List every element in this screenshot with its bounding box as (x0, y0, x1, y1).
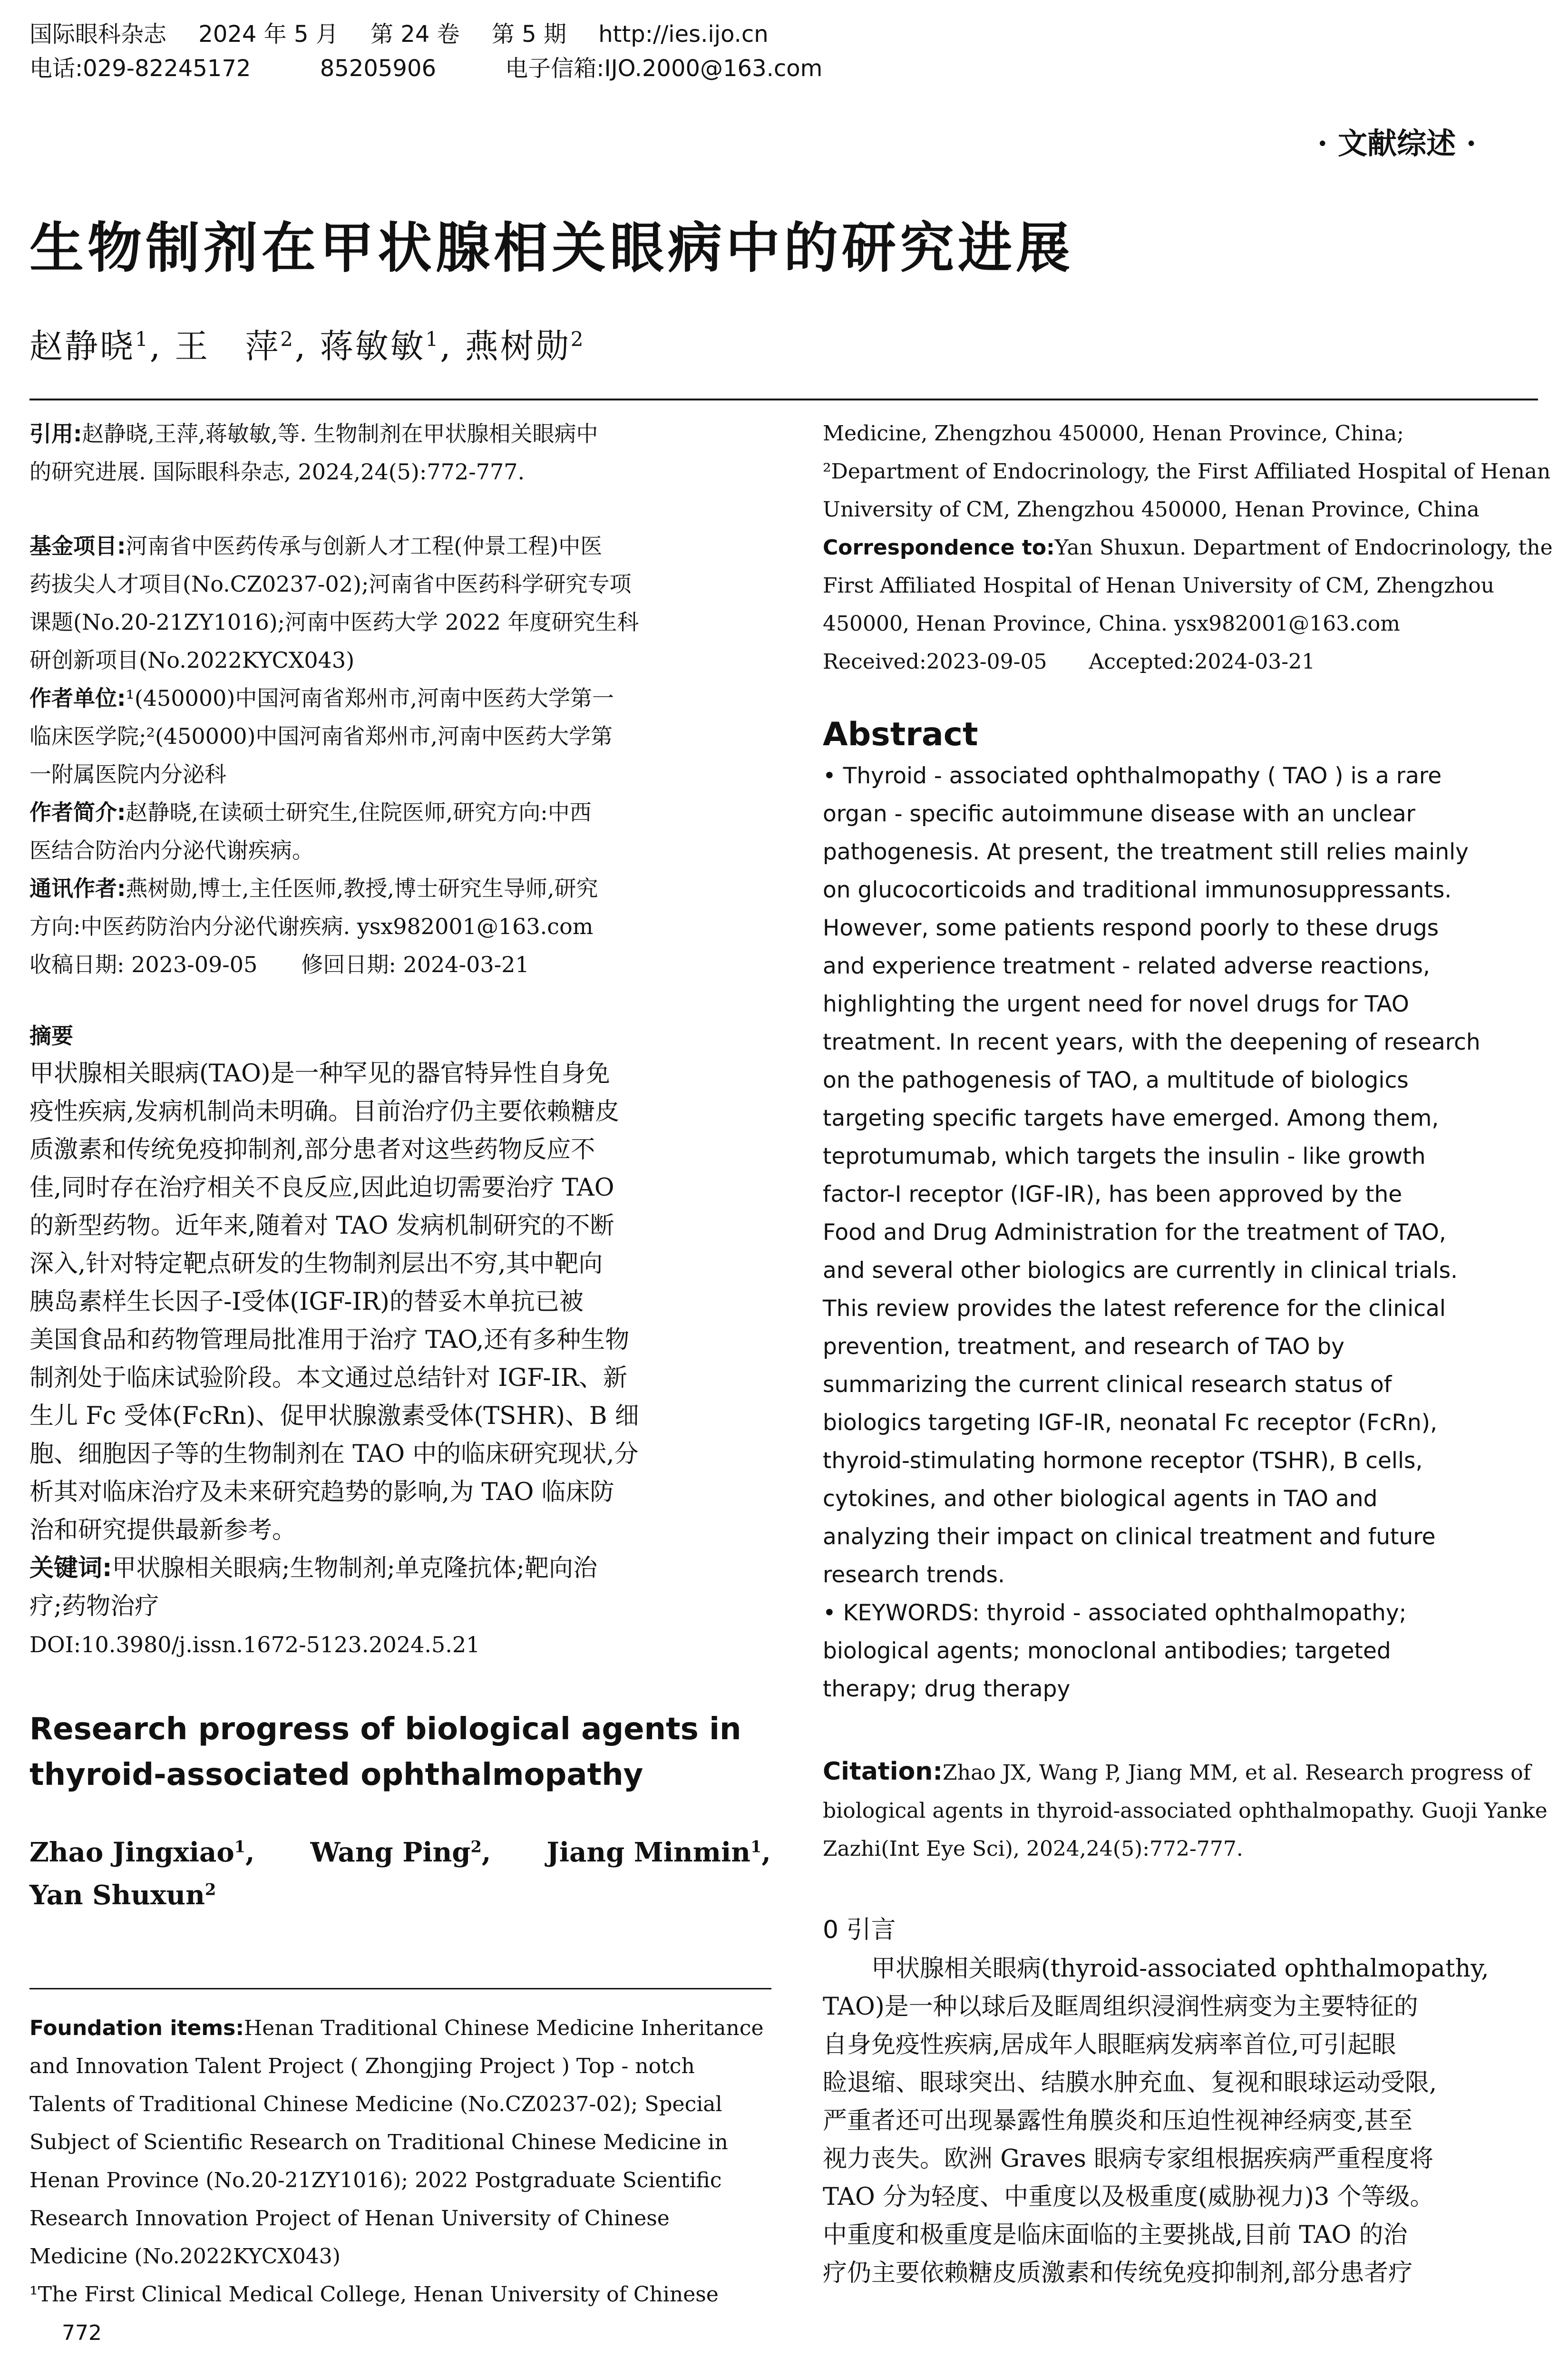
author-name: 赵静晓 (29, 327, 135, 366)
citation-cn: 引用:赵静晓,王萍,蒋敏敏,等. 生物制剂在甲状腺相关眼病中 的研究进展. 国际眼科杂志, 2024,24(5):772-777. (29, 421, 598, 485)
english-title: Research progress of biological agents in thyroid-associated ophthalmopathy (29, 1712, 741, 1792)
header-line-2 (29, 53, 822, 84)
correspondence-cn: 通讯作者:燕树勋,博士,主任医师,教授,博士研究生导师,研究 方向:中医药防治内分泌代谢疾病. ysx982001@163.com 收稿日期: 2023-09-05 修回日期: 2024-03-21 (29, 869, 771, 984)
english-title-block (29, 1706, 771, 1917)
authors-cn: 赵静晓$^1$, 王 萍$^2$, 蒋敏敏$^1$, 燕树勋$^2$ (29, 327, 585, 366)
volume: 第 24 卷 (370, 21, 460, 48)
english-authors: Zhao Jingxiao$^1$, Wang Ping$^2$, Jiang Minmin$^1$, Yan Shuxun$^2$ (29, 1837, 771, 1911)
issue: 第 5 期 (491, 21, 566, 48)
intro-heading: 0 引言 (823, 1916, 896, 1944)
phone: 电话:029-82245172 (29, 55, 251, 82)
english-author-rule (29, 1988, 771, 1989)
keywords-cn: 关键词:甲状腺相关眼病;生物制剂;单克隆抗体;靶向治 (29, 1554, 597, 1582)
correspondence-en: Correspondence to:Yan Shuxun. Department of Endocrinology, the (823, 536, 1553, 560)
keywords-en: • KEYWORDS: thyroid - associated ophthalmopathy; (823, 1600, 1407, 1626)
doi-link[interactable]: DOI:10.3980/j.issn.1672-5123.2024.5.21 (29, 1632, 480, 1657)
page-title: 生物制剂在甲状腺相关眼病中的研究进展 (29, 216, 1074, 280)
dates-cn: 收稿日期: 2023-09-05 修回日期: 2024-03-21 (29, 952, 529, 977)
affiliation-en-1: ¹The First Clinical Medical College, Henan University of Chinese (29, 2282, 719, 2307)
english-foundation: Foundation items:Henan Traditional Chinese Medicine Inheritance and Innovation Talent Project ( Zhongjing Project ) Top - notch Talents of Traditional Chinese Medicine (No.CZ0237-02); Special Subject of Scientific Research on Traditional Chinese Medicine in Henan Province (No.20-21ZY1016); 2022 Postgraduate Scientific Research Innovation Project of Henan University of Chinese Medicine (No.2022KYCX043) ¹The First Clinical Medical College, Henan University of Chinese (29, 2009, 771, 2314)
journal-header (29, 19, 822, 84)
received-accepted: Received:2023-09-05 Accepted:2024-03-21 (823, 650, 1315, 674)
header-line-1 (29, 19, 822, 49)
issue-date: 2024 年 5 月 (198, 21, 339, 48)
affiliation-cn: 作者单位:¹(450000)中国河南省郑州市,河南中医药大学第一 临床医学院;²(450000)中国河南省郑州市,河南中医药大学第 一附属医院内分泌科 (29, 685, 614, 787)
email: 电子信箱:IJO.2000@163.com (505, 55, 823, 82)
abstract-cn (29, 1017, 771, 1664)
abstract-cn-body: 甲状腺相关眼病(TAO)是一种罕见的器官特异性自身免 疫性疾病,发病机制尚未明确。目前治疗仍主要依赖糖皮 质激素和传统免疫抑制剂,部分患者对这些药物反应不 佳,同时存在治疗相关不良反应,因此迫切需要治疗 TAO 的新型药物。近年来,随着对 TAO 发病机制研究的不断 深入,针对特定靶点研发的生物制剂层出不穷,其中靶向 胰岛素样生长因子-Ⅰ受体(IGF-IR)的替妥木单抗已被 美国食品和药物管理局批准用于治疗 TAO,还有多种生物 制剂处于临床试验阶段。本文通过总结针对 IGF-IR、新 生儿 Fc 受体(FcRn)、促甲状腺激素受体(TSHR)、B 细 胞、细胞因子等的生物制剂在 TAO 中的临床研究现状,分 析其对临床治疗及未来研究趋势的影响,为 TAO 临床防 治和研究提供最新参考。 关键词:甲状腺相关眼病;生物制剂;单克隆抗体;靶向治 疗;药物治疗 (29, 1055, 771, 1626)
website-link[interactable]: http://ies.ijo.cn (598, 21, 769, 48)
abstract-en-heading: Abstract (823, 716, 978, 753)
section-tag: · 文献综述 · (1317, 126, 1477, 161)
abstract-cn-heading: 摘要 (29, 1023, 73, 1049)
intro-body: 甲状腺相关眼病(thyroid-associated ophthalmopathy, TAO)是一种以球后及眶周组织浸润性病变为主要特征的 自身免疫性疾病,居成年人眼眶病发病率首位,可引起眼 睑退缩、眼球突出、结膜水肿充血、复视和眼球运动受限, 严重者还可出现暴露性角膜炎和压迫性视神经病变,甚至 视力丧失。欧洲 Graves 眼病专家组根据疾病严重程度将 TAO 分为轻度、中重度以及极重度(威胁视力)3 个等级。 中重度和极重度是临床面临的主要挑战,目前 TAO 的治 疗仍主要依赖糖皮质激素和传统免疫抑制剂,部分患者疗 (823, 1955, 1489, 2287)
header-rule (29, 399, 1538, 400)
citation-en: Citation:Zhao JX, Wang P, Jiang MM, et al. Research progress of biological agents in thyroid-associated ophthalmopathy. Guoji Yanke Zazhi(Int Eye Sci), 2024,24(5):772-777. (823, 1757, 1548, 1861)
author-bio-cn: 作者简介:赵静晓,在读硕士研究生,住院医师,研究方向:中西 医结合防治内分泌代谢疾病。 (29, 799, 592, 863)
author-name: 燕树勋 (465, 327, 571, 366)
author-name: 王 萍 (175, 327, 281, 366)
abstract-en (823, 716, 1539, 1708)
author-name: 蒋敏敏 (320, 327, 426, 366)
left-column (29, 415, 771, 1917)
journal-name: 国际眼科杂志 (29, 21, 167, 48)
introduction (823, 1909, 1539, 2292)
english-affiliation-cont: Medicine, Zhengzhou 450000, Henan Province, China; ²Department of Endocrinology, the First Affiliated Hospital of Henan University of CM, Zhengzhou 450000, Henan Province, China Correspondence to:Yan Shuxun. Department of Endocrinology, the First Affiliated Hospital of Henan University of CM, Zhengzhou 450000, Henan Province, China. ysx982001@163.com Received:2023-09-05 Accepted:2024-03-21 (823, 415, 1539, 681)
foundation-cn: 基金项目:河南省中医药传承与创新人才工程(仲景工程)中医 药拔尖人才项目(No.CZ0237-02);河南省中医药科学研究专项 课题(No.20-21ZY1016);河南中医药大学 2022 年度研究生科 研创新项目(No.2022KYCX043) (29, 533, 639, 673)
page-number: 772 (62, 2321, 102, 2345)
abstract-en-body: • Thyroid - associated ophthalmopathy ( TAO ) is a rare organ - specific autoimmune disease with an unclear pathogenesis. At present, the treatment still relies mainly on glucocorticoids and traditional immunosuppressants. However, some patients respond poorly to these drugs and experience treatment - related adverse reactions, highlighting the urgent need for novel drugs for TAO treatment. In recent years, with the deepening of research on the pathogenesis of TAO, a multitude of biologics targeting specific targets have emerged. Among them, teprotumumab, which targets the insulin - like growth factor-Ⅰ receptor (IGF-IR), has been approved by the Food and Drug Administration for the treatment of TAO, and several other biologics are currently in clinical trials. This review provides the latest reference for the clinical prevention, treatment, and research of TAO by summarizing the current clinical research status of biologics targeting IGF-IR, neonatal Fc receptor (FcRn), thyroid-stimulating hormone receptor (TSHR), B cells, cytokines, and other biological agents in TAO and analyzing their impact on clinical treatment and future research trends. • KEYWORDS: thyroid - associated ophthalmopathy; biological agents; monoclonal antibodies; targeted therapy; drug therapy (823, 757, 1539, 1708)
phone2: 85205906 (320, 55, 437, 82)
